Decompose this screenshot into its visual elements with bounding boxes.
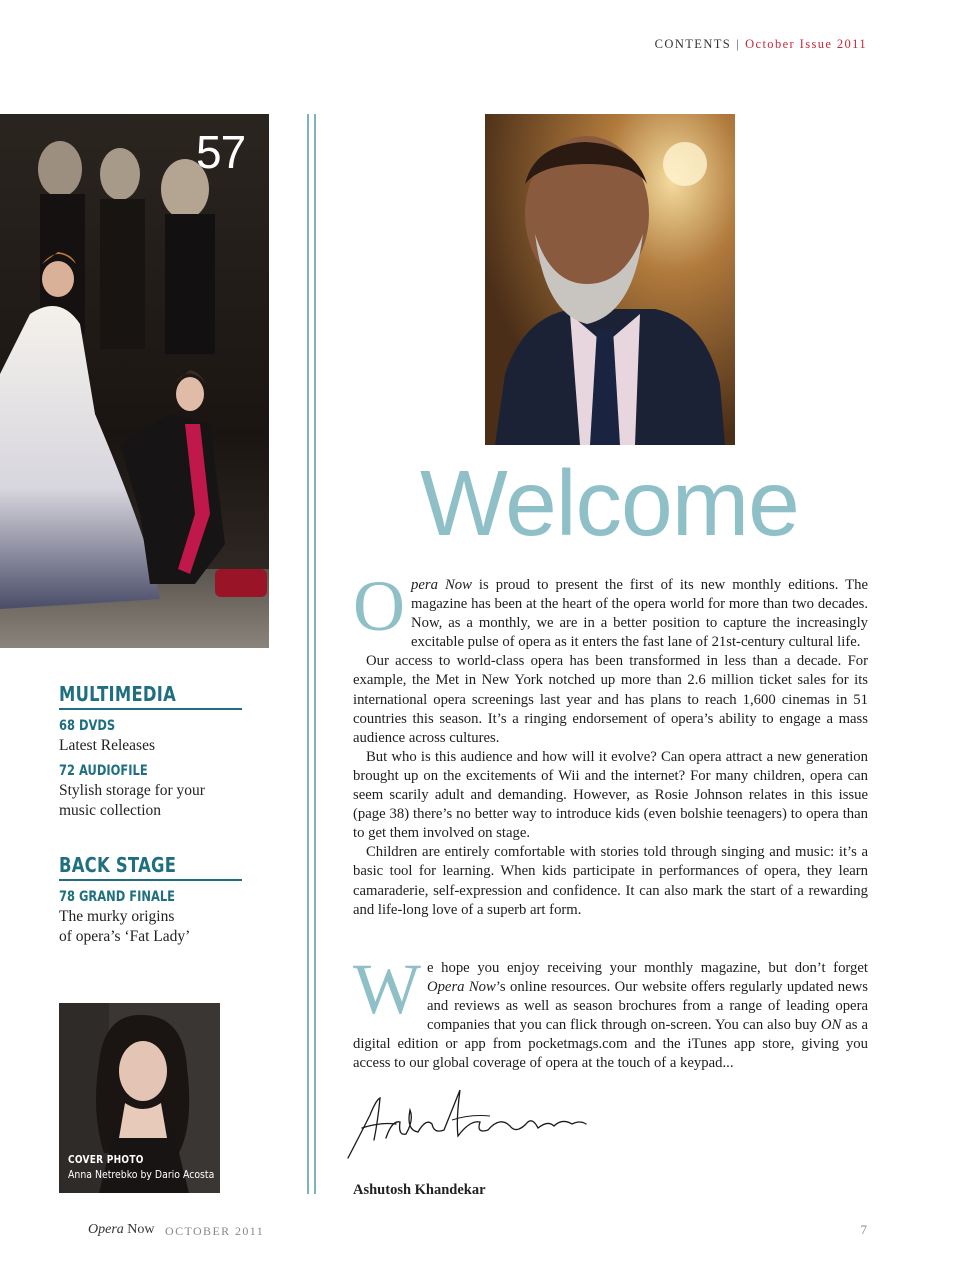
page-header [655, 37, 867, 52]
contents-item-grand-finale[interactable]: 78 GRAND FINALE [59, 889, 176, 905]
opera-scene-illustration [0, 114, 269, 648]
dropcap: O [353, 566, 405, 646]
cover-caption-title: COVER PHOTO [68, 1153, 144, 1166]
contents-item-desc-line: of opera’s ‘Fat Lady’ [59, 928, 191, 945]
contents-item-dvds[interactable]: 68 DVDS [59, 718, 116, 734]
paragraph-text: is proud to present the first of its new monthly editions. The magazine has been at the heart of the opera world for more than two decades. Now, as a monthly, we are in a better position to capture the increasingly excitable pulse of opera as it enters the fast lane of 21st-century cultural life. [411, 577, 869, 651]
footer-magazine-italic: Opera [88, 1222, 124, 1237]
header-section: CONTENTS [654, 37, 732, 51]
footer-magazine-rest: Now [123, 1222, 155, 1237]
contents-item-desc: Latest Releases [59, 737, 155, 754]
paragraph-text: e hope you enjoy receiving your monthly magazine, but don’t forget [426, 960, 868, 976]
welcome-paragraph-5 [353, 949, 868, 1074]
header-issue: October Issue 2011 [745, 37, 867, 51]
welcome-heading: Welcome [420, 451, 799, 555]
footer-magazine-title [88, 1222, 155, 1238]
header-separator: | [736, 37, 741, 51]
section-back-stage [59, 853, 242, 954]
magazine-name: Opera Now [426, 979, 496, 996]
dropcap: W [353, 949, 421, 1029]
signer-name: Ashutosh Khandekar [353, 1182, 486, 1198]
welcome-article-part-1 [353, 566, 869, 920]
section-title: MULTIMEDIA [59, 682, 177, 706]
editor-signature [340, 1080, 600, 1170]
welcome-article-part-2 [353, 949, 868, 1074]
contents-item-desc: Stylish storage for your music collection [59, 782, 205, 819]
cover-caption [68, 1153, 240, 1181]
editor-portrait-illustration [485, 114, 735, 445]
contents-item-desc [59, 907, 242, 947]
welcome-paragraph-4: Children are entirely comfortable with stories told through singing and music: it’s a basic tool for learning. When kids participate in performances of opera, they learn camaraderie, self-expression and confidence. It can also mark the start of a rewarding and life-long love of a superb art form. [353, 844, 868, 918]
section-title: BACK STAGE [59, 853, 177, 877]
welcome-paragraph-1 [353, 566, 869, 652]
footer-date: OCTOBER 2011 [165, 1224, 265, 1238]
section-divider [59, 879, 242, 881]
column-divider-right [314, 114, 316, 1194]
welcome-paragraph-3: But who is this audience and how will it evolve? Can opera attract a new generation brought up on the excitements of Wii and the internet? For many children, opera can seem scarily adult and demanding. However, as Rosie Johnson relates in this issue (page 38) there’s no better way to introduce kids (even bolshie teenagers) to opera than to get them involved on stage. [353, 748, 868, 842]
contents-item-audiofile[interactable]: 72 AUDIOFILE [59, 763, 148, 779]
section-multimedia [59, 682, 242, 828]
page-number: 7 [860, 1222, 867, 1237]
paragraph-text: ’s online resources. Our website offers regularly updated news and reviews as well as season brochures from a range of leading opera companies that you can flick through on-screen. You can also buy [426, 979, 868, 1034]
magazine-name: pera Now [411, 577, 472, 593]
feature-page-number[interactable]: 57 [196, 126, 246, 178]
cover-caption-credit: Anna Netrebko by Dario Acosta [68, 1168, 215, 1181]
section-divider [59, 708, 242, 710]
column-divider-left [307, 114, 309, 1194]
paragraph-text: as a digital edition or app from pocketmags.com and the iTunes app store, giving you access to our global coverage of opera at the touch of a keypad... [353, 1017, 868, 1072]
contents-item-desc-line: The murky origins [59, 908, 175, 925]
signature-scribble [340, 1080, 600, 1165]
magazine-abbrev: ON [820, 1017, 842, 1034]
welcome-paragraph-2: Our access to world-class opera has been transformed in less than a decade. For example, the Met in New York notched up more than 2.6 million ticket sales for its international opera screenings last year and has plans to reach 1,600 cinemas in 51 countries this season. It’s a ringing endorsement of opera’s ability to engage a mass audience across cultures. [353, 653, 868, 746]
opera-scene-photo [0, 114, 269, 648]
editor-portrait-photo [485, 114, 735, 445]
